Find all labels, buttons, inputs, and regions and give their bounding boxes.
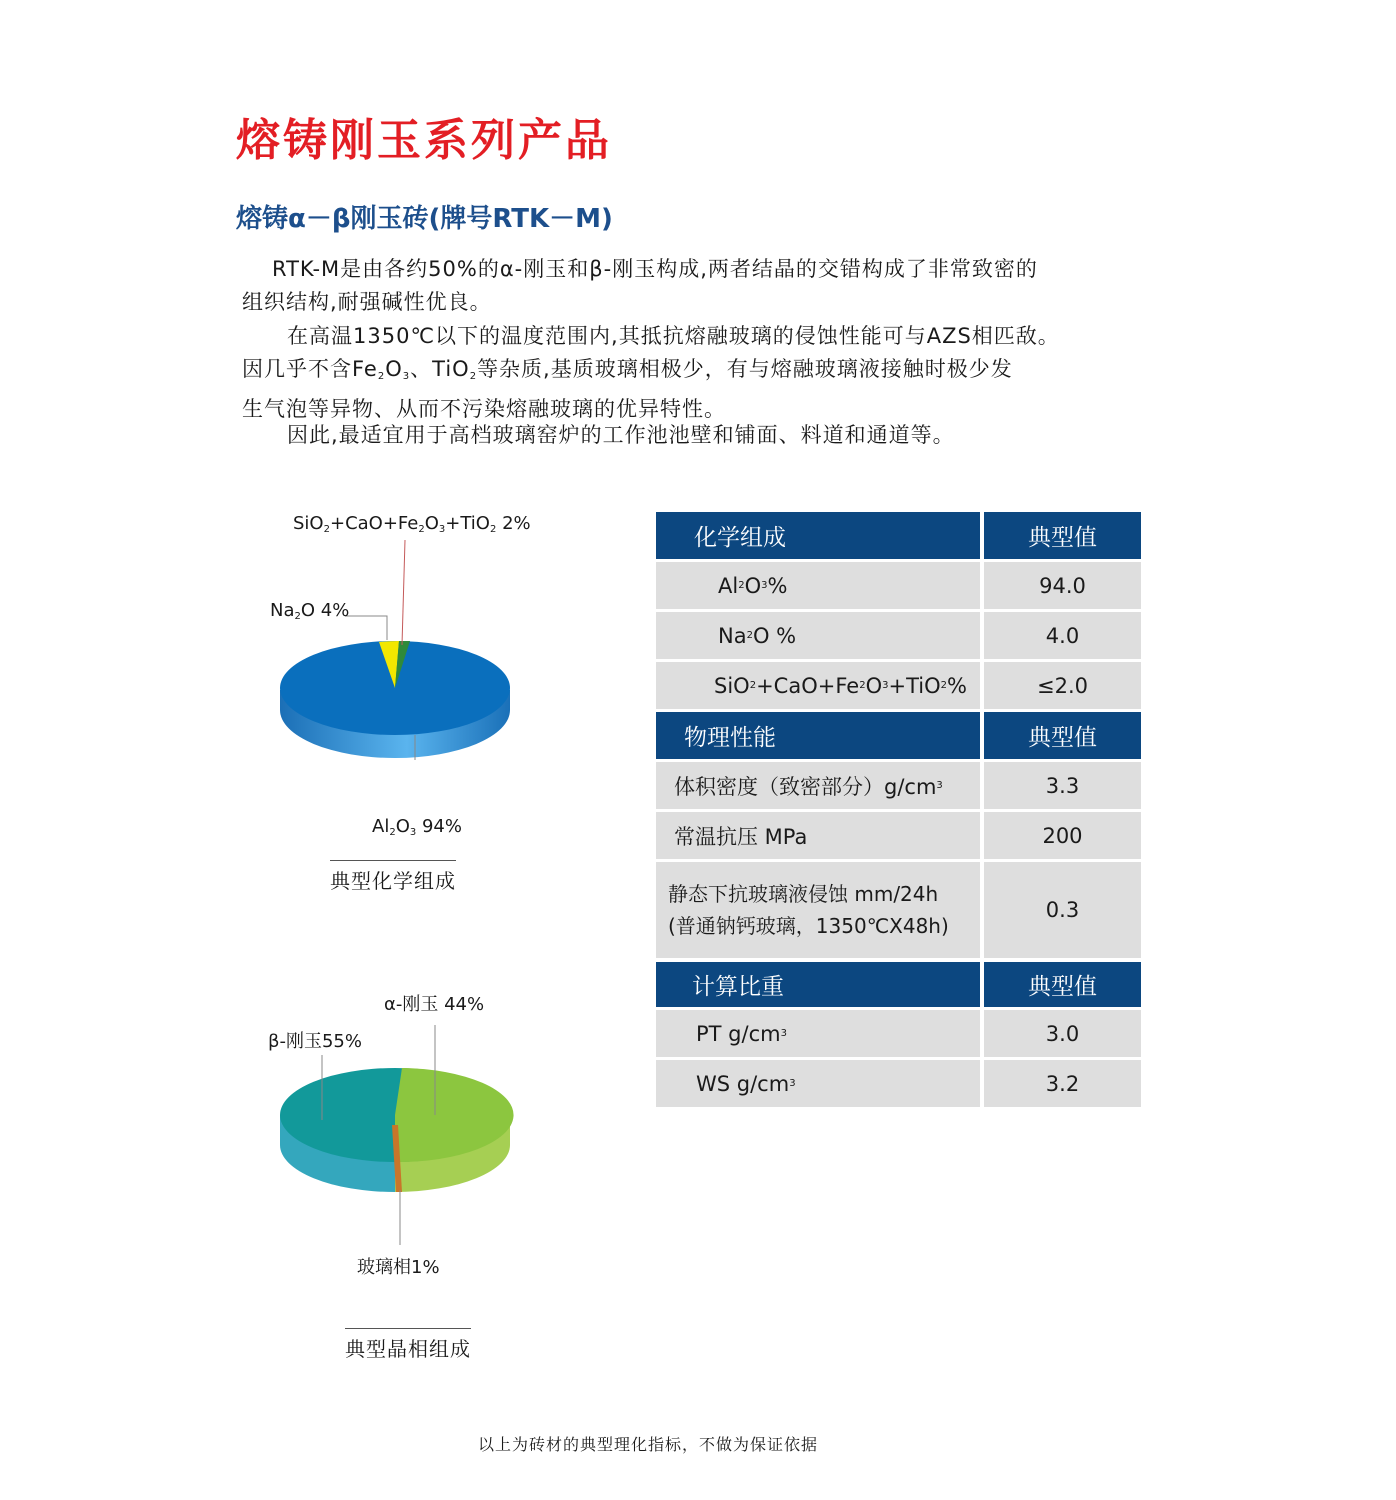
footnote: 以上为砖材的典型理化指标，不做为保证依据 <box>478 1435 819 1454</box>
table-row-label: PT g/cm 3 <box>656 1010 980 1057</box>
table-row-value: 3.0 <box>984 1010 1141 1057</box>
table-row-value: 94.0 <box>984 562 1141 609</box>
para-line: 在高温1350℃以下的温度范围内,其抵抗熔融玻璃的侵蚀性能可与AZS相匹敌。 <box>287 324 1060 348</box>
label-na2o: $Na_2O$ 4% <box>270 600 350 622</box>
chart1-caption: 典型化学组成 <box>330 860 456 894</box>
label-alpha: α-刚玉 44% <box>384 994 485 1015</box>
application-paragraph: 因此,最适宜用于高档玻璃窑炉的工作池池壁和铺面、料道和通道等。 <box>287 423 955 447</box>
table-row-value: 3.3 <box>984 762 1141 809</box>
chart2-leader-lines <box>310 1020 460 1250</box>
table-header-chemical: 化学组成 <box>656 512 980 559</box>
table-header-value: 典型值 <box>984 962 1141 1007</box>
para-line: 生气泡等异物、从而不污染熔融玻璃的优异特性。 <box>242 397 726 421</box>
leader-na2o <box>345 616 387 640</box>
table-row-value: 4.0 <box>984 612 1141 659</box>
label-line: 静态下抗玻璃液侵蚀 mm/24h <box>668 882 939 906</box>
performance-paragraph <box>242 320 1060 426</box>
label-line: (普通钠钙玻璃，1350℃X48h) <box>668 914 949 938</box>
table-row-value: ≤2.0 <box>984 662 1141 709</box>
table-row-value: 3.2 <box>984 1060 1141 1107</box>
table-row-label: 体积密度（致密部分）g/cm 3 <box>656 762 980 809</box>
product-subtitle: 熔铸α－β刚玉砖(牌号RTK－M) <box>236 204 613 234</box>
table-header-value: 典型值 <box>984 712 1141 759</box>
table-row-label: Na 2 O % <box>656 612 980 659</box>
para-line: 因几乎不含$Fe_2O_3$、TiO$_2$等杂质,基质玻璃相极少，有与熔融玻璃液接触时极少发 <box>242 357 1013 382</box>
table-row-label: SiO 2 +CaO+Fe 2 O 3 +TiO 2 % <box>656 662 980 709</box>
table-header-gravity: 计算比重 <box>656 962 980 1007</box>
label-sio2: $SiO_2+CaO+Fe_2O_3+TiO_2$ 2% <box>293 513 531 535</box>
label-al2o3: $Al_2O_3$ 94% <box>372 816 462 838</box>
para-line: 组织结构,耐强碱性优良。 <box>242 290 492 314</box>
label-glass: 玻璃相1% <box>357 1257 440 1278</box>
para-line: RTK-M是由各约50%的α-刚玉和β-刚玉构成,两者结晶的交错构成了非常致密的 <box>272 257 1038 281</box>
table-row-label: Al 2 O 3 % <box>656 562 980 609</box>
label-beta: β-刚玉55% <box>268 1031 362 1052</box>
chart2-caption: 典型晶相组成 <box>345 1328 471 1362</box>
leader-sio2 <box>402 540 405 645</box>
chart1-leader-lines <box>330 535 430 765</box>
table-row-label <box>656 862 980 958</box>
table-row-label: 常温抗压 MPa <box>656 812 980 859</box>
intro-paragraph <box>242 253 1038 319</box>
page-title: 熔铸刚玉系列产品 <box>236 115 612 166</box>
table-header-value: 典型值 <box>984 512 1141 559</box>
table-row-value: 200 <box>984 812 1141 859</box>
table-row-label: WS g/cm 3 <box>656 1060 980 1107</box>
table-header-physical: 物理性能 <box>656 712 980 759</box>
table-row-value: 0.3 <box>984 862 1141 958</box>
